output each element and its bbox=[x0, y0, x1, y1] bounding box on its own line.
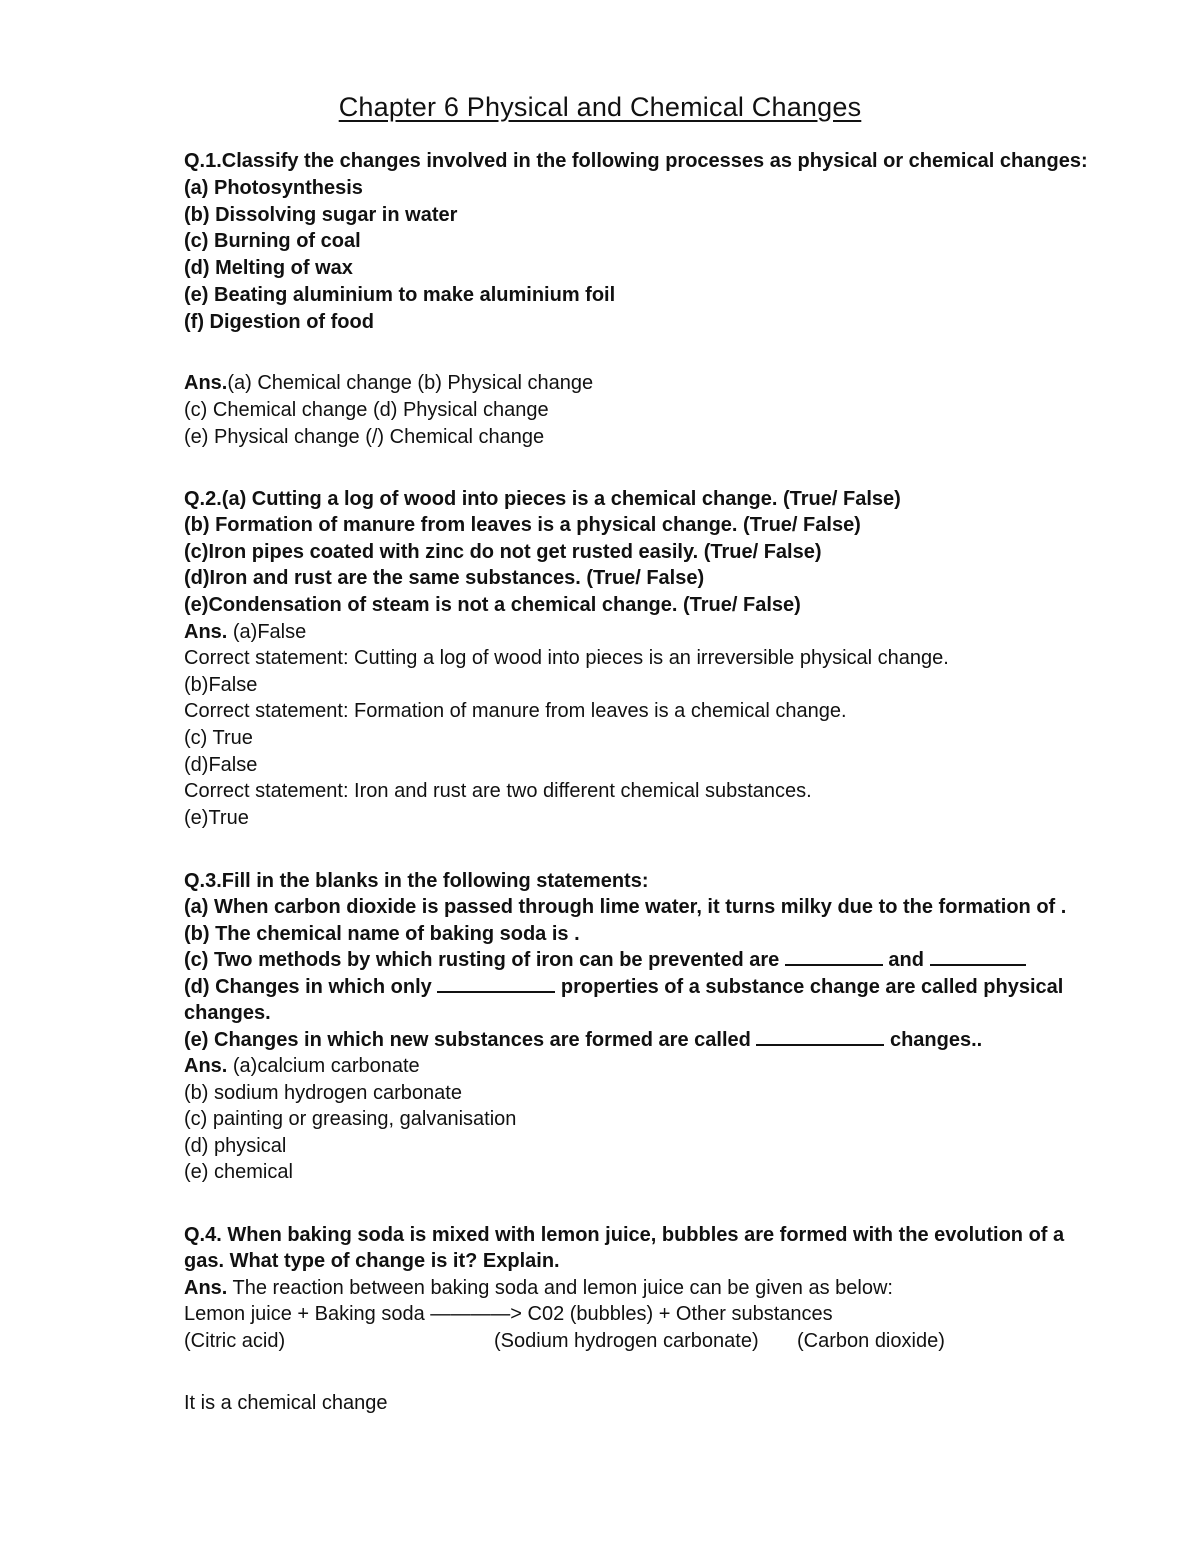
q3-item-c bbox=[184, 947, 1026, 973]
q4-question-line-1: Q.4. When baking soda is mixed with lemon juice, bubbles are formed with the evolution of a bbox=[184, 1224, 1065, 1246]
q2-item-c: (c)Iron pipes coated with zinc do not get rusted easily. (True/ False) bbox=[184, 541, 822, 563]
q1-answer-2: (c) Chemical change (d) Physical change bbox=[184, 399, 549, 421]
q2-answer-7: Correct statement: Iron and rust are two different chemical substances. bbox=[184, 780, 812, 802]
q3-item-d-text-end: properties of a substance change are called physical bbox=[555, 976, 1064, 998]
q3-item-d-text: (d) Changes in which only bbox=[184, 976, 438, 998]
q1-answer-1: (a) Chemical change (b) Physical change bbox=[227, 372, 594, 394]
q2-answer-4: Correct statement: Formation of manure from leaves is a chemical change. bbox=[184, 700, 847, 722]
q3-item-c-and: and bbox=[882, 949, 930, 971]
fill-blank bbox=[930, 948, 1026, 966]
q1-answer-line-1 bbox=[184, 370, 593, 396]
q2-answer-5: (c) True bbox=[184, 727, 253, 749]
q3-item-a: (a) When carbon dioxide is passed through lime water, it turns milky due to the formation of . bbox=[184, 896, 1067, 918]
q3-question: Q.3.Fill in the blanks in the following statements: bbox=[184, 870, 649, 892]
q4-equation-label-citric-acid: (Citric acid) bbox=[184, 1330, 286, 1352]
q3-answer-line-1 bbox=[184, 1053, 420, 1079]
q1-item-b: (b) Dissolving sugar in water bbox=[184, 204, 458, 226]
q3-item-e-text-end: changes.. bbox=[884, 1029, 983, 1051]
q2-answer-6: (d)False bbox=[184, 754, 258, 776]
q3-answer-1: (a)calcium carbonate bbox=[227, 1055, 420, 1077]
q4-equation: Lemon juice + Baking soda ————> C02 (bubbles) + Other substances bbox=[184, 1303, 833, 1325]
q1-item-d: (d) Melting of wax bbox=[184, 257, 353, 279]
q3-answer-2: (b) sodium hydrogen carbonate bbox=[184, 1082, 462, 1104]
q2-answer-2: Correct statement: Cutting a log of wood into pieces is an irreversible physical change. bbox=[184, 647, 949, 669]
q4-conclusion: It is a chemical change bbox=[184, 1392, 388, 1414]
q2-item-b: (b) Formation of manure from leaves is a physical change. (True/ False) bbox=[184, 514, 861, 536]
q1-item-f: (f) Digestion of food bbox=[184, 311, 374, 333]
q1-item-e: (e) Beating aluminium to make aluminium foil bbox=[184, 284, 616, 306]
q1-item-c: (c) Burning of coal bbox=[184, 230, 361, 252]
q3-answer-4: (d) physical bbox=[184, 1135, 287, 1157]
q4-answer-line bbox=[184, 1275, 893, 1301]
q3-item-d bbox=[184, 974, 1063, 1000]
q2-item-e: (e)Condensation of steam is not a chemical change. (True/ False) bbox=[184, 594, 801, 616]
q3-answer-5: (e) chemical bbox=[184, 1161, 293, 1183]
fill-blank bbox=[785, 948, 883, 966]
q2-item-a: Q.2.(a) Cutting a log of wood into pieces is a chemical change. (True/ False) bbox=[184, 488, 901, 510]
q3-item-b: (b) The chemical name of baking soda is . bbox=[184, 923, 580, 945]
q4-equation-label-sodium-hydrogen-carbonate: (Sodium hydrogen carbonate) bbox=[494, 1330, 759, 1352]
q3-item-d-continued: changes. bbox=[184, 1002, 271, 1024]
fill-blank bbox=[437, 975, 555, 993]
page-title: Chapter 6 Physical and Chemical Changes bbox=[338, 92, 862, 122]
q3-item-e bbox=[184, 1027, 982, 1053]
q2-item-d: (d)Iron and rust are the same substances. (True/ False) bbox=[184, 567, 705, 589]
q1-ans-label: Ans. bbox=[184, 372, 228, 394]
q2-answer-8: (e)True bbox=[184, 807, 249, 829]
q2-answer-line-1 bbox=[184, 619, 306, 645]
q3-answer-3: (c) painting or greasing, galvanisation bbox=[184, 1108, 517, 1130]
q3-ans-label: Ans. bbox=[184, 1055, 228, 1077]
q4-equation-label-carbon-dioxide: (Carbon dioxide) bbox=[797, 1330, 945, 1352]
q1-item-a: (a) Photosynthesis bbox=[184, 177, 363, 199]
q2-answer-1: (a)False bbox=[227, 621, 307, 643]
q4-answer-text: The reaction between baking soda and lemon juice can be given as below: bbox=[227, 1277, 893, 1299]
q2-answer-3: (b)False bbox=[184, 674, 258, 696]
q2-ans-label: Ans. bbox=[184, 621, 228, 643]
q3-item-e-text: (e) Changes in which new substances are formed are called bbox=[184, 1029, 757, 1051]
q1-answer-3: (e) Physical change (/) Chemical change bbox=[184, 426, 545, 448]
q3-item-c-text: (c) Two methods by which rusting of iron can be prevented are bbox=[184, 949, 785, 971]
q4-ans-label: Ans. bbox=[184, 1277, 228, 1299]
fill-blank bbox=[756, 1028, 884, 1046]
q1-question: Q.1.Classify the changes involved in the following processes as physical or chemical changes: bbox=[184, 150, 1088, 172]
q4-question-line-2: gas. What type of change is it? Explain. bbox=[184, 1250, 560, 1272]
